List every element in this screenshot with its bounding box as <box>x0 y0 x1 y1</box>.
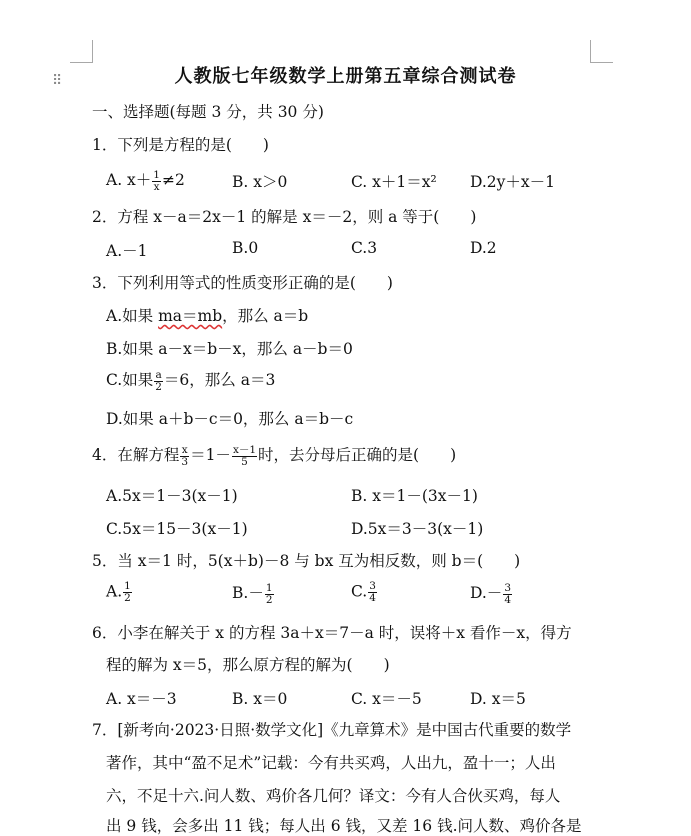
fraction-denominator: x <box>153 180 160 193</box>
spellcheck-underlined-text[interactable]: ma＝mb <box>158 307 223 325</box>
fraction-denominator: 2 <box>155 380 162 393</box>
q7-line-1: 7．[新考向·2023·日照·数学文化]《九章算术》是中国古代重要的数学 <box>92 721 572 739</box>
q3-option-c <box>106 368 275 393</box>
q6-option-c: C. x＝－5 <box>351 690 422 708</box>
q6-option-d: D. x＝5 <box>470 690 526 708</box>
q4-stem-suffix: 时，去分母后正确的是( ) <box>258 446 457 464</box>
q3-option-c-prefix: C.如果 <box>106 371 154 389</box>
drag-handle-icon[interactable]: ⠿ <box>52 73 63 89</box>
q5-option-c-fraction <box>368 581 377 604</box>
q3-option-a-suffix: ，那么 a＝b <box>222 307 309 325</box>
q4-option-b: B. x＝1－(3x－1) <box>351 487 478 505</box>
option-label: C. <box>351 582 368 601</box>
fraction-numerator: 3 <box>369 580 376 592</box>
q7-line-4: 出 9 钱，会多出 11 钱；每人出 6 钱，又差 16 钱.问人数、鸡价各是 <box>106 817 582 835</box>
q6-option-b: B. x＝0 <box>232 690 288 708</box>
page-corner-mark-top-right <box>590 40 613 63</box>
q4-fraction-1 <box>180 445 189 468</box>
q1-option-a-fraction <box>152 170 161 193</box>
q5-option-b-fraction <box>265 583 274 606</box>
fraction-numerator: 1 <box>265 581 273 594</box>
q1-option-a-prefix: A. x＋ <box>106 171 152 189</box>
q1-stem: 1．下列是方程的是( ) <box>92 136 269 154</box>
q4-stem <box>92 443 456 468</box>
section-heading: 一、选择题(每题 3 分，共 30 分) <box>92 103 324 121</box>
q2-option-c: C.3 <box>351 239 378 257</box>
q3-option-c-suffix: ＝6，那么 a＝3 <box>163 371 276 389</box>
fraction-denominator: 3 <box>181 455 189 468</box>
q1-option-c: C. x＋1＝x² <box>351 173 437 191</box>
q4-option-c: C.5x＝15－3(x－1) <box>106 520 248 538</box>
fraction-numerator: x <box>181 443 188 456</box>
option-label: D.－ <box>470 584 503 602</box>
q1-option-a <box>106 168 185 193</box>
q4-stem-middle: ＝1－ <box>190 446 231 464</box>
document-title: 人教版七年级数学上册第五章综合测试卷 <box>174 66 517 87</box>
q3-option-b: B.如果 a－x＝b－x，那么 a－b＝0 <box>106 340 353 358</box>
q5-option-b <box>232 581 275 606</box>
fraction-numerator: 1 <box>124 580 131 592</box>
q5-option-a <box>106 581 133 604</box>
fraction-numerator: x－1 <box>232 443 257 456</box>
q4-option-d: D.5x＝3－3(x－1) <box>351 520 484 538</box>
q4-option-a: A.5x＝1－3(x－1) <box>106 487 238 505</box>
fraction-numerator: 1 <box>153 168 160 181</box>
q5-option-d-fraction <box>503 583 512 606</box>
q6-stem-line-1: 6．小李在解关于 x 的方程 3a＋x＝7－a 时，误将＋x 看作－x，得方 <box>92 624 572 642</box>
q4-stem-prefix: 4．在解方程 <box>92 446 180 464</box>
fraction-numerator: a <box>155 368 162 381</box>
page-corner-mark-top-left <box>70 40 93 63</box>
q5-option-d <box>470 581 513 606</box>
q2-stem: 2．方程 x－a＝2x－1 的解是 x＝－2，则 a 等于( ) <box>92 208 477 226</box>
q4-fraction-2 <box>232 445 257 468</box>
q1-option-b: B. x＞0 <box>232 173 288 191</box>
fraction-denominator: 4 <box>504 593 511 606</box>
fraction-denominator: 2 <box>124 592 131 604</box>
fraction-denominator: 2 <box>265 593 273 606</box>
q2-option-d: D.2 <box>470 239 497 257</box>
q5-option-c <box>351 581 378 604</box>
q5-stem: 5．当 x＝1 时，5(x＋b)－8 与 bx 互为相反数，则 b＝( ) <box>92 552 521 570</box>
q3-option-a-prefix: A.如果 <box>106 307 159 325</box>
fraction-denominator: 4 <box>369 592 376 604</box>
q1-option-d: D.2y＋x－1 <box>470 173 556 191</box>
q7-line-3: 六，不足十六.问人数、鸡价各几何？译文：今有人合伙买鸡，每人 <box>106 787 561 805</box>
q5-option-a-fraction <box>123 581 132 604</box>
q6-option-a: A. x＝－3 <box>106 690 177 708</box>
q2-option-b: B.0 <box>232 239 259 257</box>
q3-option-a <box>106 304 308 326</box>
option-label: A. <box>106 582 123 601</box>
fraction-numerator: 3 <box>504 581 511 594</box>
option-label: B.－ <box>232 584 264 602</box>
q2-option-a: A.－1 <box>106 242 148 260</box>
q6-stem-line-2: 程的解为 x＝5，那么原方程的解为( ) <box>106 656 390 674</box>
q3-stem: 3．下列利用等式的性质变形正确的是( ) <box>92 274 393 292</box>
fraction-denominator: 5 <box>241 455 248 468</box>
q1-option-a-suffix: ≠2 <box>161 171 185 189</box>
q7-line-2: 著作，其中“盈不足术”记载：今有共买鸡，人出九，盈十一；人出 <box>106 754 556 772</box>
q3-option-d: D.如果 a＋b－c＝0，那么 a＝b－c <box>106 410 354 428</box>
q3-option-c-fraction <box>154 370 163 393</box>
